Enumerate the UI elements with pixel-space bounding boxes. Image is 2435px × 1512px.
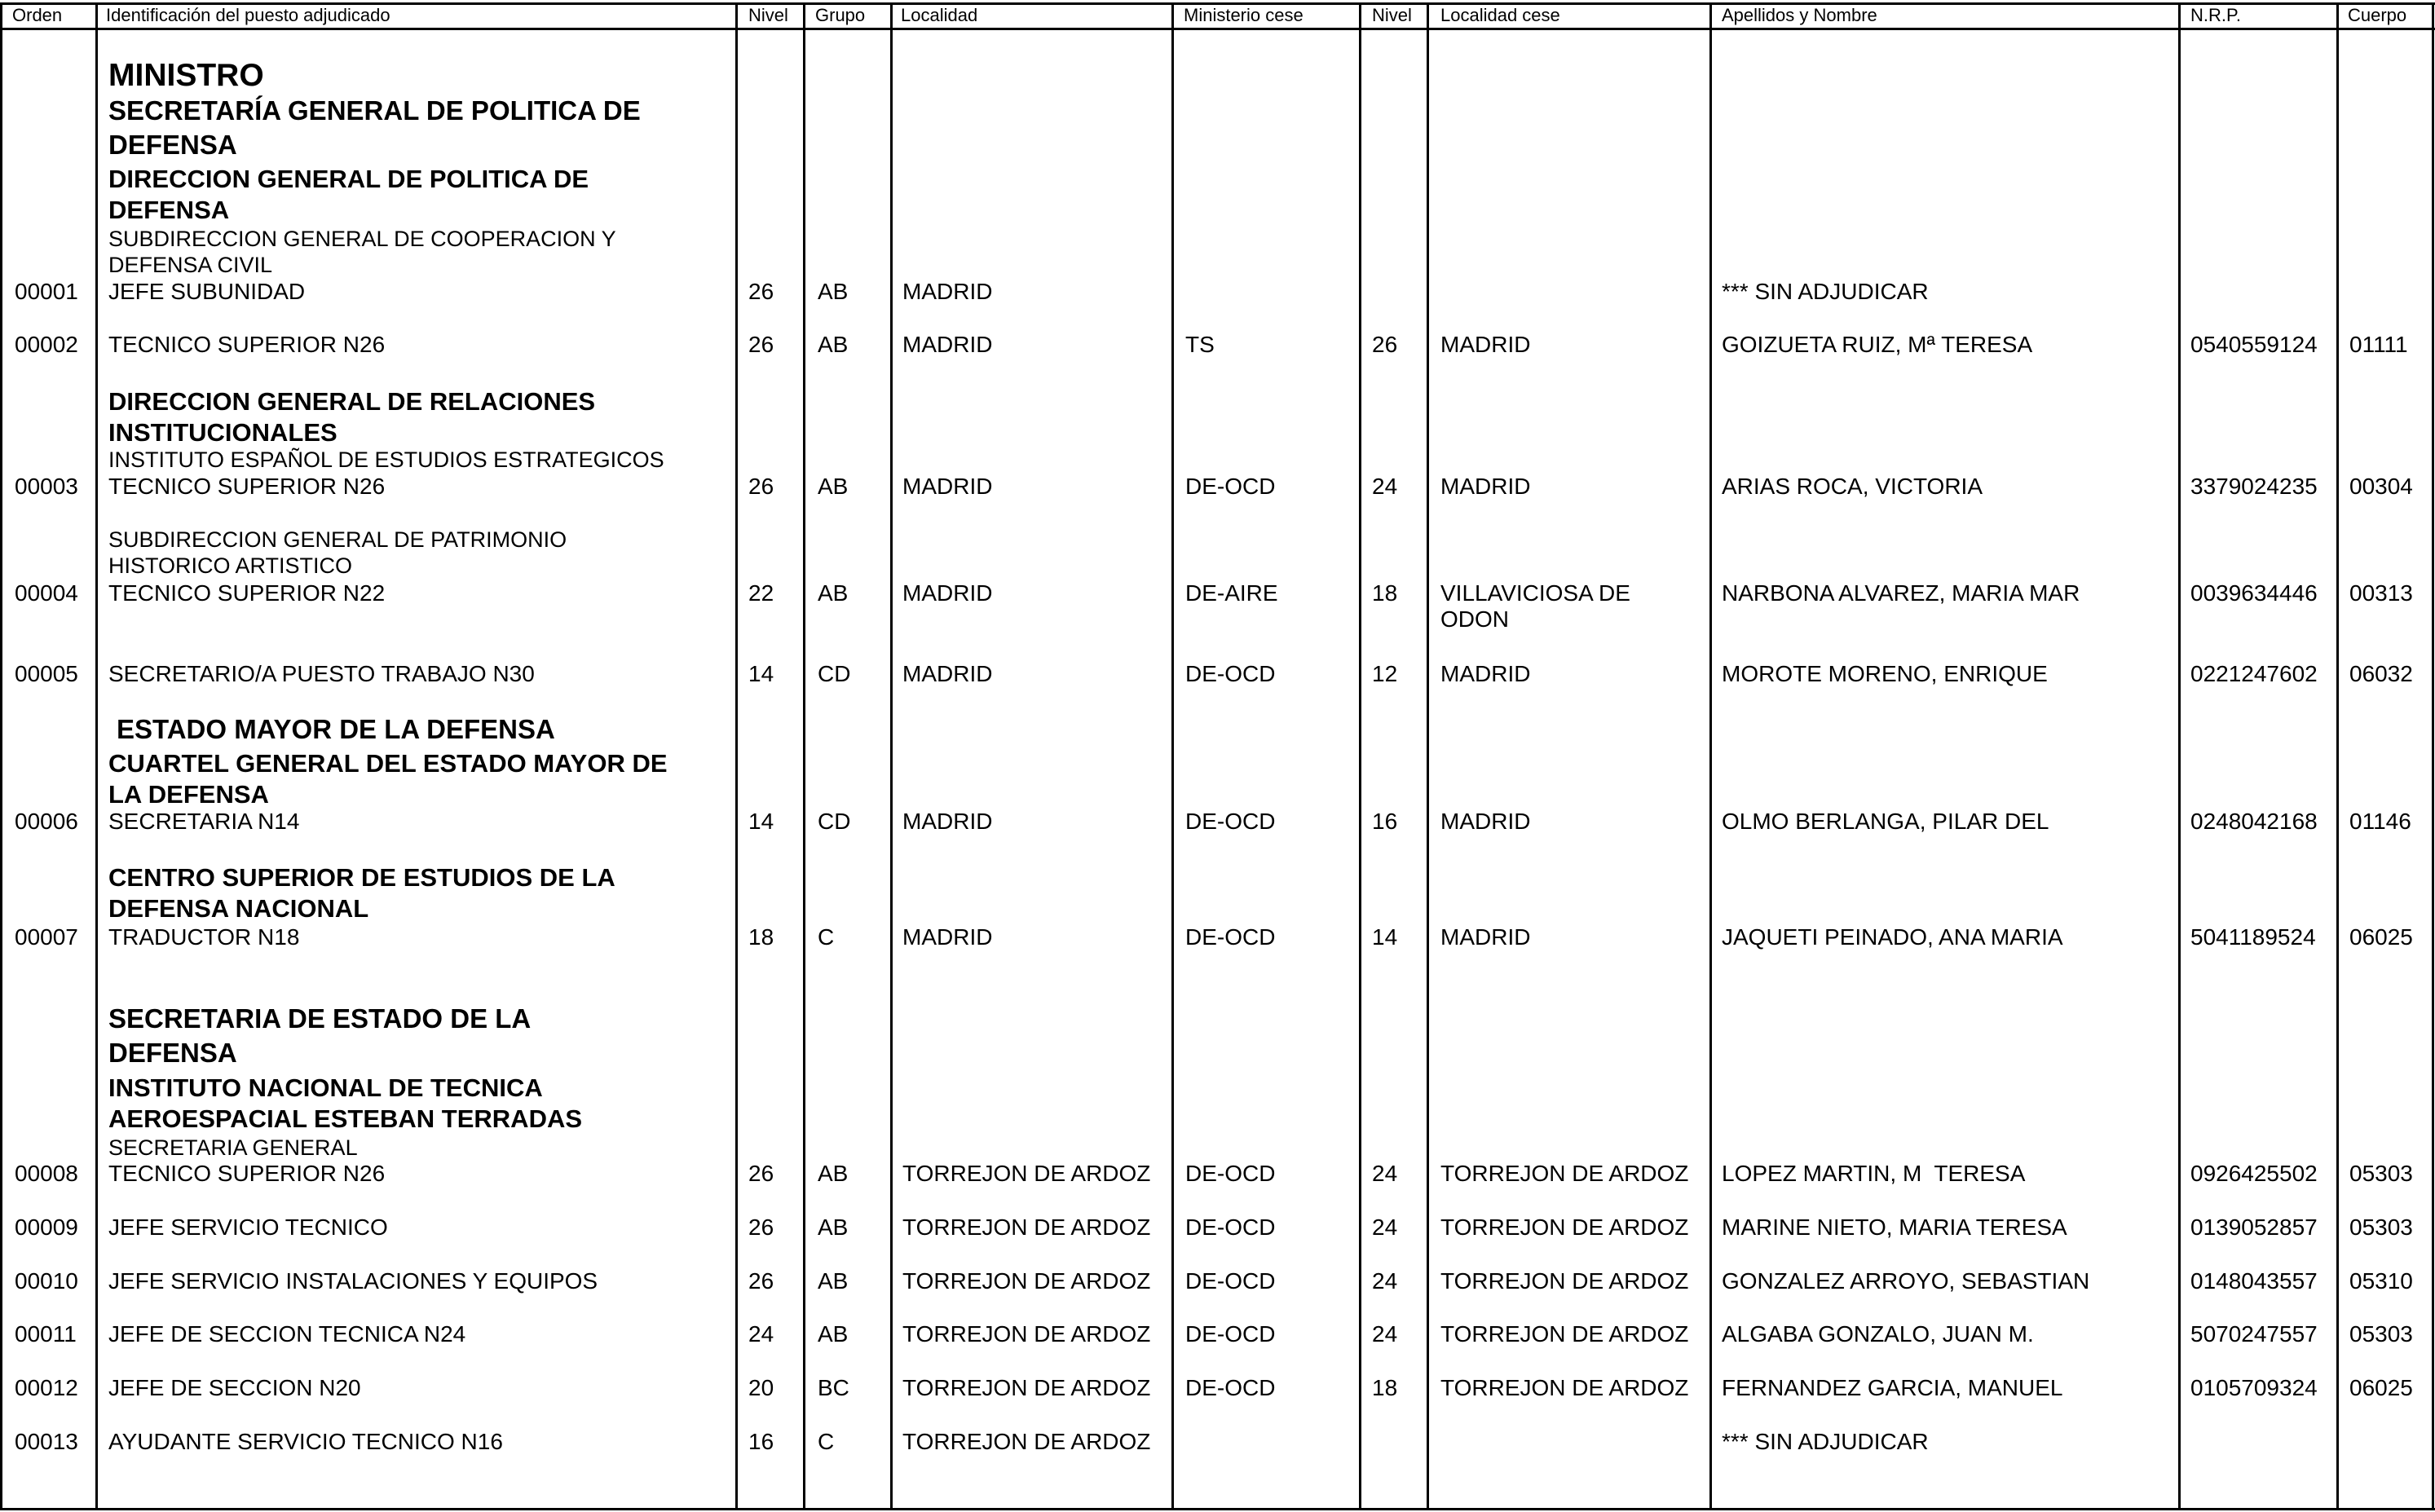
cell-ministerio-cese: DE-OCD <box>1185 1268 1276 1294</box>
header-puesto: Identificación del puesto adjudicado <box>106 5 390 25</box>
cell-localidad-cese: TORREJON DE ARDOZ <box>1440 1214 1689 1240</box>
cell-localidad: MADRID <box>902 809 993 834</box>
cell-orden: 00009 <box>15 1214 78 1240</box>
column-divider <box>803 2 805 1510</box>
cell-grupo: AB <box>818 474 849 499</box>
header-localidad-cese: Localidad cese <box>1440 5 1560 25</box>
cell-puesto: SECRETARIO/A PUESTO TRABAJO N30 <box>108 661 535 686</box>
cell-localidad: TORREJON DE ARDOZ <box>902 1161 1151 1186</box>
cell-puesto: TRADUCTOR N18 <box>108 924 300 950</box>
cell-orden: 00008 <box>15 1161 78 1186</box>
cell-nombre: LOPEZ MARTIN, M TERESA <box>1722 1161 2026 1186</box>
heading-direccion: DEFENSA NACIONAL <box>108 894 369 923</box>
heading-centro: DEFENSA <box>108 130 237 160</box>
column-divider <box>2336 2 2339 1510</box>
heading-unidad: SUBDIRECCION GENERAL DE COOPERACION Y <box>108 227 616 251</box>
cell-orden: 00012 <box>15 1375 78 1400</box>
cell-cuerpo: 05303 <box>2349 1321 2413 1347</box>
cell-nombre: *** SIN ADJUDICAR <box>1722 279 1929 304</box>
cell-nivel-cese: 26 <box>1372 332 1398 357</box>
cell-nivel-cese: 24 <box>1372 474 1398 499</box>
column-divider <box>2178 2 2181 1510</box>
cell-cuerpo: 06025 <box>2349 924 2413 950</box>
cell-nrp: 0148043557 <box>2190 1268 2318 1294</box>
cell-nrp: 0221247602 <box>2190 661 2318 686</box>
cell-ministerio-cese: DE-OCD <box>1185 1214 1276 1240</box>
cell-puesto: JEFE SERVICIO INSTALACIONES Y EQUIPOS <box>108 1268 598 1294</box>
cell-localidad: TORREJON DE ARDOZ <box>902 1375 1151 1400</box>
heading-unidad: SUBDIRECCION GENERAL DE PATRIMONIO <box>108 527 567 552</box>
cell-nivel: 14 <box>748 809 774 834</box>
cell-nrp: 0139052857 <box>2190 1214 2318 1240</box>
cell-grupo: AB <box>818 1321 849 1347</box>
column-divider <box>0 2 2 1510</box>
cell-nombre: ALGABA GONZALO, JUAN M. <box>1722 1321 2034 1347</box>
cell-localidad-cese: MADRID <box>1440 332 1531 357</box>
cell-grupo: CD <box>818 809 851 834</box>
header-bottom-border <box>0 28 2435 30</box>
cell-localidad: TORREJON DE ARDOZ <box>902 1321 1151 1347</box>
cell-grupo: CD <box>818 661 851 686</box>
cell-ministerio-cese: DE-OCD <box>1185 474 1276 499</box>
cell-localidad-cese: ODON <box>1440 606 1509 632</box>
cell-ministerio-cese: DE-OCD <box>1185 1321 1276 1347</box>
heading-unidad: INSTITUTO ESPAÑOL DE ESTUDIOS ESTRATEGICOS <box>108 447 664 472</box>
cell-grupo: C <box>818 924 835 950</box>
heading-centro: SECRETARIA DE ESTADO DE LA <box>108 1003 532 1034</box>
cell-localidad-cese: TORREJON DE ARDOZ <box>1440 1268 1689 1294</box>
header-cuerpo: Cuerpo <box>2348 5 2407 25</box>
cell-localidad: MADRID <box>902 924 993 950</box>
cell-localidad: TORREJON DE ARDOZ <box>902 1268 1151 1294</box>
heading-direccion: DIRECCION GENERAL DE RELACIONES <box>108 387 596 416</box>
cell-nivel-cese: 14 <box>1372 924 1398 950</box>
cell-nivel: 26 <box>748 1214 774 1240</box>
column-divider <box>890 2 893 1510</box>
cell-ministerio-cese: TS <box>1185 332 1215 357</box>
cell-nrp: 5041189524 <box>2190 924 2316 950</box>
cell-nombre: OLMO BERLANGA, PILAR DEL <box>1722 809 2049 834</box>
cell-nivel: 26 <box>748 279 774 304</box>
cell-ministerio-cese: DE-OCD <box>1185 809 1276 834</box>
cell-localidad-cese: TORREJON DE ARDOZ <box>1440 1321 1689 1347</box>
heading-direccion: CENTRO SUPERIOR DE ESTUDIOS DE LA <box>108 863 615 892</box>
cell-nombre: *** SIN ADJUDICAR <box>1722 1429 1929 1454</box>
cell-cuerpo: 01146 <box>2349 809 2411 834</box>
cell-cuerpo: 01111 <box>2349 332 2408 357</box>
cell-nivel: 20 <box>748 1375 774 1400</box>
cell-localidad: MADRID <box>902 661 993 686</box>
cell-cuerpo: 00313 <box>2349 580 2413 606</box>
heading-direccion: INSTITUCIONALES <box>108 418 337 447</box>
cell-nombre: JAQUETI PEINADO, ANA MARIA <box>1722 924 2063 950</box>
cell-localidad: MADRID <box>902 474 993 499</box>
cell-nrp: 0039634446 <box>2190 580 2318 606</box>
cell-localidad: MADRID <box>902 332 993 357</box>
cell-grupo: AB <box>818 1214 849 1240</box>
cell-puesto: JEFE DE SECCION N20 <box>108 1375 361 1400</box>
header-localidad: Localidad <box>901 5 978 25</box>
cell-nombre: NARBONA ALVAREZ, MARIA MAR <box>1722 580 2080 606</box>
cell-nivel: 24 <box>748 1321 774 1347</box>
cell-orden: 00001 <box>15 279 78 304</box>
cell-nivel: 18 <box>748 924 774 950</box>
heading-unidad: HISTORICO ARTISTICO <box>108 553 353 578</box>
cell-orden: 00011 <box>15 1321 77 1347</box>
heading-unidad: SECRETARIA GENERAL <box>108 1135 358 1160</box>
column-divider <box>95 2 98 1510</box>
cell-puesto: JEFE DE SECCION TECNICA N24 <box>108 1321 466 1347</box>
cell-orden: 00003 <box>15 474 78 499</box>
cell-nombre: MOROTE MORENO, ENRIQUE <box>1722 661 2048 686</box>
heading-direccion: DEFENSA <box>108 196 230 224</box>
cell-puesto: TECNICO SUPERIOR N22 <box>108 580 386 606</box>
cell-cuerpo: 05310 <box>2349 1268 2413 1294</box>
cell-orden: 00002 <box>15 332 78 357</box>
heading-direccion: LA DEFENSA <box>108 780 269 809</box>
cell-nivel: 16 <box>748 1429 774 1454</box>
header-grupo: Grupo <box>815 5 866 25</box>
cell-localidad-cese: MADRID <box>1440 924 1531 950</box>
cell-nivel-cese: 18 <box>1372 580 1398 606</box>
cell-nivel-cese: 12 <box>1372 661 1398 686</box>
cell-localidad-cese: MADRID <box>1440 661 1531 686</box>
cell-nivel-cese: 24 <box>1372 1214 1398 1240</box>
cell-localidad-cese: TORREJON DE ARDOZ <box>1440 1375 1689 1400</box>
cell-puesto: AYUDANTE SERVICIO TECNICO N16 <box>108 1429 503 1454</box>
cell-nombre: GOIZUETA RUIZ, Mª TERESA <box>1722 332 2033 357</box>
column-divider <box>2432 2 2434 1510</box>
cell-grupo: AB <box>818 1268 849 1294</box>
cell-nivel-cese: 18 <box>1372 1375 1398 1400</box>
cell-puesto: JEFE SERVICIO TECNICO <box>108 1214 388 1240</box>
table-bottom-border <box>0 1508 2435 1510</box>
cell-nivel-cese: 24 <box>1372 1321 1398 1347</box>
cell-localidad-cese: MADRID <box>1440 474 1531 499</box>
cell-grupo: AB <box>818 580 849 606</box>
cell-nivel-cese: 24 <box>1372 1161 1398 1186</box>
cell-grupo: C <box>818 1429 835 1454</box>
cell-ministerio-cese: DE-OCD <box>1185 924 1276 950</box>
cell-orden: 00010 <box>15 1268 78 1294</box>
heading-direccion: CUARTEL GENERAL DEL ESTADO MAYOR DE <box>108 749 668 778</box>
cell-localidad: MADRID <box>902 580 993 606</box>
cell-nivel: 26 <box>748 1161 774 1186</box>
cell-orden: 00004 <box>15 580 78 606</box>
column-divider <box>1359 2 1361 1510</box>
cell-nrp: 0105709324 <box>2190 1375 2318 1400</box>
header-ministerio-cese: Ministerio cese <box>1184 5 1304 25</box>
cell-grupo: AB <box>818 332 849 357</box>
cell-orden: 00005 <box>15 661 78 686</box>
heading-direccion: INSTITUTO NACIONAL DE TECNICA <box>108 1073 543 1102</box>
cell-cuerpo: 06032 <box>2349 661 2413 686</box>
cell-ministerio-cese: DE-OCD <box>1185 1161 1276 1186</box>
cell-puesto: SECRETARIA N14 <box>108 809 300 834</box>
cell-cuerpo: 05303 <box>2349 1214 2413 1240</box>
cell-puesto: TECNICO SUPERIOR N26 <box>108 474 386 499</box>
cell-nombre: ARIAS ROCA, VICTORIA <box>1722 474 1983 499</box>
cell-nrp: 5070247557 <box>2190 1321 2318 1347</box>
header-nrp: N.R.P. <box>2190 5 2241 25</box>
heading-centro: DEFENSA <box>108 1038 237 1068</box>
heading-direccion: AEROESPACIAL ESTEBAN TERRADAS <box>108 1104 583 1133</box>
cell-cuerpo: 06025 <box>2349 1375 2413 1400</box>
cell-orden: 00007 <box>15 924 78 950</box>
cell-puesto: TECNICO SUPERIOR N26 <box>108 332 386 357</box>
cell-grupo: AB <box>818 279 849 304</box>
cell-nivel: 26 <box>748 1268 774 1294</box>
cell-ministerio-cese: DE-OCD <box>1185 1375 1276 1400</box>
header-nivel-cese: Nivel <box>1372 5 1412 25</box>
heading-unidad: DEFENSA CIVIL <box>108 253 273 277</box>
cell-ministerio-cese: DE-AIRE <box>1185 580 1278 606</box>
heading-ministerio: MINISTRO <box>108 58 264 93</box>
cell-orden: 00006 <box>15 809 78 834</box>
cell-grupo: AB <box>818 1161 849 1186</box>
cell-nombre: GONZALEZ ARROYO, SEBASTIAN <box>1722 1268 2090 1294</box>
cell-ministerio-cese: DE-OCD <box>1185 661 1276 686</box>
cell-nivel: 26 <box>748 332 774 357</box>
header-apellidos-nombre: Apellidos y Nombre <box>1722 5 1877 25</box>
cell-localidad: TORREJON DE ARDOZ <box>902 1214 1151 1240</box>
header-nivel: Nivel <box>748 5 788 25</box>
cell-localidad: TORREJON DE ARDOZ <box>902 1429 1151 1454</box>
cell-cuerpo: 00304 <box>2349 474 2413 499</box>
cell-nivel: 22 <box>748 580 774 606</box>
cell-localidad: MADRID <box>902 279 993 304</box>
cell-grupo: BC <box>818 1375 849 1400</box>
column-divider <box>1709 2 1712 1510</box>
cell-puesto: TECNICO SUPERIOR N26 <box>108 1161 386 1186</box>
cell-nombre: FERNANDEZ GARCIA, MANUEL <box>1722 1375 2063 1400</box>
cell-puesto: JEFE SUBUNIDAD <box>108 279 306 304</box>
cell-localidad-cese: TORREJON DE ARDOZ <box>1440 1161 1689 1186</box>
header-orden: Orden <box>12 5 63 25</box>
column-divider <box>1427 2 1429 1510</box>
cell-nrp: 3379024235 <box>2190 474 2318 499</box>
cell-nombre: MARINE NIETO, MARIA TERESA <box>1722 1214 2067 1240</box>
cell-nivel: 26 <box>748 474 774 499</box>
heading-direccion: DIRECCION GENERAL DE POLITICA DE <box>108 165 589 193</box>
cell-nivel-cese: 24 <box>1372 1268 1398 1294</box>
cell-localidad-cese: MADRID <box>1440 809 1531 834</box>
cell-nivel-cese: 16 <box>1372 809 1398 834</box>
cell-nivel: 14 <box>748 661 774 686</box>
cell-nrp: 0926425502 <box>2190 1161 2318 1186</box>
cell-localidad-cese: VILLAVICIOSA DE <box>1440 580 1630 606</box>
cell-orden: 00013 <box>15 1429 78 1454</box>
column-divider <box>1171 2 1174 1510</box>
column-divider <box>735 2 738 1510</box>
cell-nrp: 0248042168 <box>2190 809 2318 834</box>
heading-centro: SECRETARÍA GENERAL DE POLITICA DE <box>108 95 641 126</box>
heading-centro: ESTADO MAYOR DE LA DEFENSA <box>117 714 555 744</box>
cell-cuerpo: 05303 <box>2349 1161 2413 1186</box>
cell-nrp: 0540559124 <box>2190 332 2318 357</box>
